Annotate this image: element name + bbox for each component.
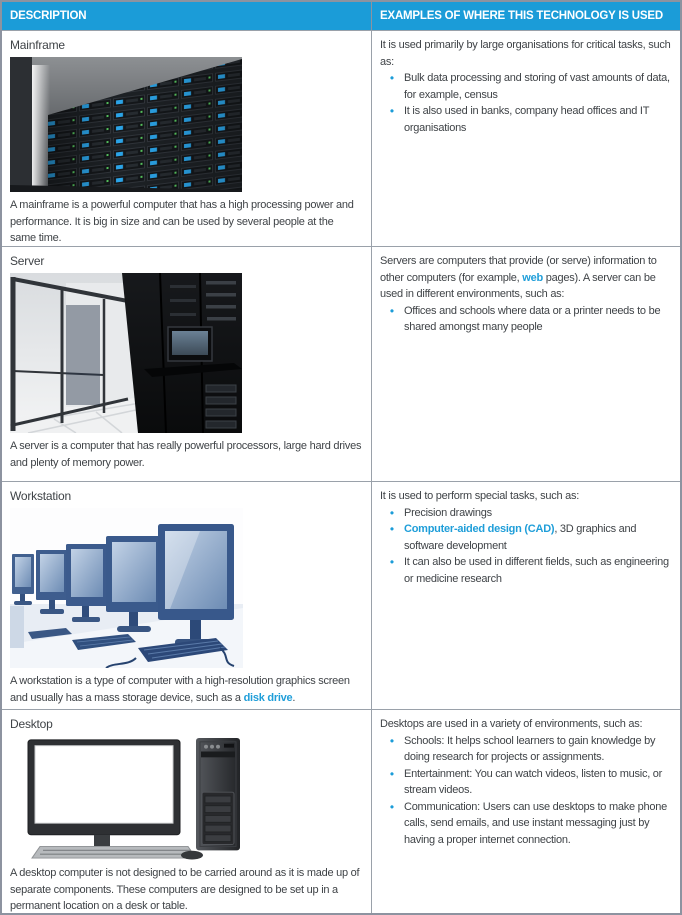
row-title-server: Server [10,254,45,268]
table-row-mainframe [2,30,680,246]
highlighted-term: web [522,271,543,284]
header-cell-examples [372,2,680,30]
bullet-text [404,799,671,849]
text-run: Offices and schools where data or a printer needs to be shared amongst many people [404,304,661,333]
bullet-text [404,733,671,766]
mainframe-description-text [10,197,362,246]
desktop-examples-intro [380,716,671,733]
text-run: Bulk data processing and storing of vast amounts of data, for example, census [404,72,670,101]
bullet-item [380,303,671,336]
mainframe-examples-cell [372,31,680,246]
bullet-item [380,103,671,136]
table-row-desktop [2,709,680,913]
bullet-text [404,766,671,799]
desktop-description-text [10,865,362,913]
row-title-workstation: Workstation [10,489,71,503]
highlighted-term: Computer-aided design (CAD) [404,523,555,535]
text-run: Schools: It helps school learners to gain knowledge by doing research for projects or assignments. [404,734,656,763]
mainframe-bullet-list [380,70,671,136]
table-header-row [2,2,680,30]
text-run: Servers are computers that provide (or serve) information to other computers (for example, [380,255,657,284]
text-run: Precision drawings [404,506,492,519]
bullet-item [380,554,671,587]
desktop-photo [20,736,362,860]
server-photo [10,273,362,433]
server-examples-intro [380,253,671,303]
text-run: A server is a computer that has really powerful processors, large hard drives and plenty of memory power. [10,440,362,469]
header-cell-description [2,2,372,30]
text-run: Entertainment: You can watch videos, listen to music, or stream videos. [404,767,663,796]
bullet-text [404,521,671,554]
workstation-description-cell [2,482,372,709]
server-bullet-list [380,303,671,336]
bullet-item [380,70,671,103]
server-examples-cell [372,247,680,481]
bullet-dot-icon: • [389,733,395,748]
text-run: A desktop computer is not designed to be carried around as it is made up of separate components. These computers are designed to be set up in a permanent location on a desk or table. [10,867,360,912]
desktop-description-cell [2,710,372,913]
text-run: It can also be used in different fields, such as engineering or medicine research [404,556,669,585]
table-row-workstation [2,481,680,709]
bullet-dot-icon: • [389,505,395,520]
bullet-dot-icon: • [389,555,395,569]
workstation-photo [10,508,362,668]
bullet-dot-icon: • [389,766,395,781]
workstation-examples-cell [372,482,680,709]
bullet-dot-icon: • [389,104,395,118]
bullet-text [404,303,671,336]
bullet-text [404,554,671,587]
text-run: It is also used in banks, company head offices and IT organisations [404,105,649,134]
bullet-dot-icon: • [389,303,395,318]
table-row-server [2,246,680,481]
workstation-description-text [10,673,362,706]
desktop-examples-cell [372,710,680,913]
text-run: Desktops are used in a variety of environments, such as: [380,718,643,730]
text-run: pages). A server can be used in different environments, such as: [380,271,656,300]
bullet-text [404,70,671,103]
text-run: A mainframe is a powerful computer that has a high processing power and performance. It is big in size and can be used by several people at the same time. [10,199,354,244]
text-run: . [292,691,296,704]
text-run: Communication: Users can use desktops to make phone calls, send emails, and use instant messaging just by having a proper internet connection. [404,800,668,846]
text-run: A workstation is a type of computer with a high-resolution graphics screen and usually has a mass storage device, such as a [10,675,350,704]
row-title-desktop: Desktop [10,717,53,731]
bullet-item [380,521,671,554]
server-description-text [10,438,362,471]
bullet-dot-icon: • [389,71,395,85]
bullet-item [380,733,671,766]
workstation-bullet-list [380,505,671,588]
text-run: , 3D graphics and software development [404,523,637,552]
bullet-dot-icon: • [389,522,395,536]
highlighted-term: disk drive [243,691,293,704]
bullet-text [404,505,671,522]
bullet-item [380,505,671,522]
workstation-examples-intro [380,488,671,505]
mainframe-description-cell [2,31,372,246]
server-description-cell [2,247,372,481]
text-run: It is used to perform special tasks, such as: [380,490,580,502]
bullet-item [380,799,671,849]
header-examples-label: EXAMPLES OF WHERE THIS TECHNOLOGY IS USED [380,10,663,22]
text-run: It is used primarily by large organisations for critical tasks, such as: [380,39,671,68]
mainframe-examples-intro [380,37,671,70]
bullet-item [380,766,671,799]
bullet-dot-icon: • [389,799,395,814]
desktop-bullet-list [380,733,671,849]
bullet-text [404,103,671,136]
mainframe-photo [10,57,362,192]
row-title-mainframe: Mainframe [10,38,65,52]
header-description-label: DESCRIPTION [10,10,87,22]
